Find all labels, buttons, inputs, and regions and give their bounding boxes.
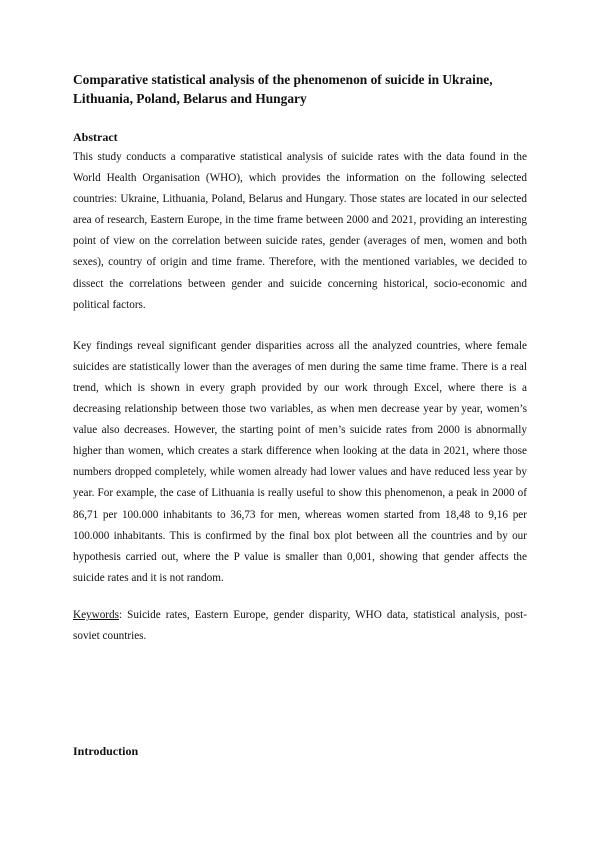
paper-title: Comparative statistical analysis of the phenomenon of suicide in Ukraine, Lithuania, Poland, Belarus and Hungary bbox=[73, 72, 493, 106]
introduction-heading: Introduction bbox=[73, 744, 139, 758]
abstract-paragraph-1: This study conducts a comparative statistical analysis of suicide rates with the data found in the World Health Organisation (WHO), which provides the information on the following selected countries: Ukraine, Lithuania, Poland, Belarus and Hungary. Those states are located in our selected area of research, Eastern Europe, in the time frame between 2000 and 2021, providing an interesting point of view on the correlation between suicide rates, gender (averages of men, women and both sexes), country of origin and time frame. Therefore, with the mentioned variables, we decided to dissect the correlations between gender and suicide concerning historical, socio-economic and political factors. bbox=[73, 151, 527, 311]
document-body bbox=[73, 70, 527, 647]
keywords-label: Keywords bbox=[73, 608, 119, 621]
keywords-text: : Suicide rates, Eastern Europe, gender disparity, WHO data, statistical analysis, post-soviet countries. bbox=[73, 608, 527, 642]
keywords-line bbox=[73, 605, 527, 647]
abstract-heading: Abstract bbox=[73, 130, 118, 144]
abstract-paragraph-2: Key findings reveal significant gender disparities across all the analyzed countries, where female suicides are statistically lower than the averages of men during the same time frame. There is a real trend, which is shown in every graph provided by our work through Excel, where there is a decreasing relationship between those two variables, as when men decrease year by year, women’s value also decreases. However, the starting point of men’s suicide rates from 2000 is abnormally higher than women, which creates a stark difference when looking at the data in 2021, where those numbers dropped completely, while women already had lower values and have reduced less year by year. For example, the case of Lithuania is really useful to show this phenomenon, a peak in 2000 of 86,71 per 100.000 inhabitants to 36,73 for men, whereas women started from 18,48 to 9,16 per 100.000 inhabitants. This is confirmed by the final box plot between all the countries and by our hypothesis carried out, where the P value is smaller than 0,001, showing that gender affects the suicide rates and it is not random. bbox=[73, 339, 527, 584]
